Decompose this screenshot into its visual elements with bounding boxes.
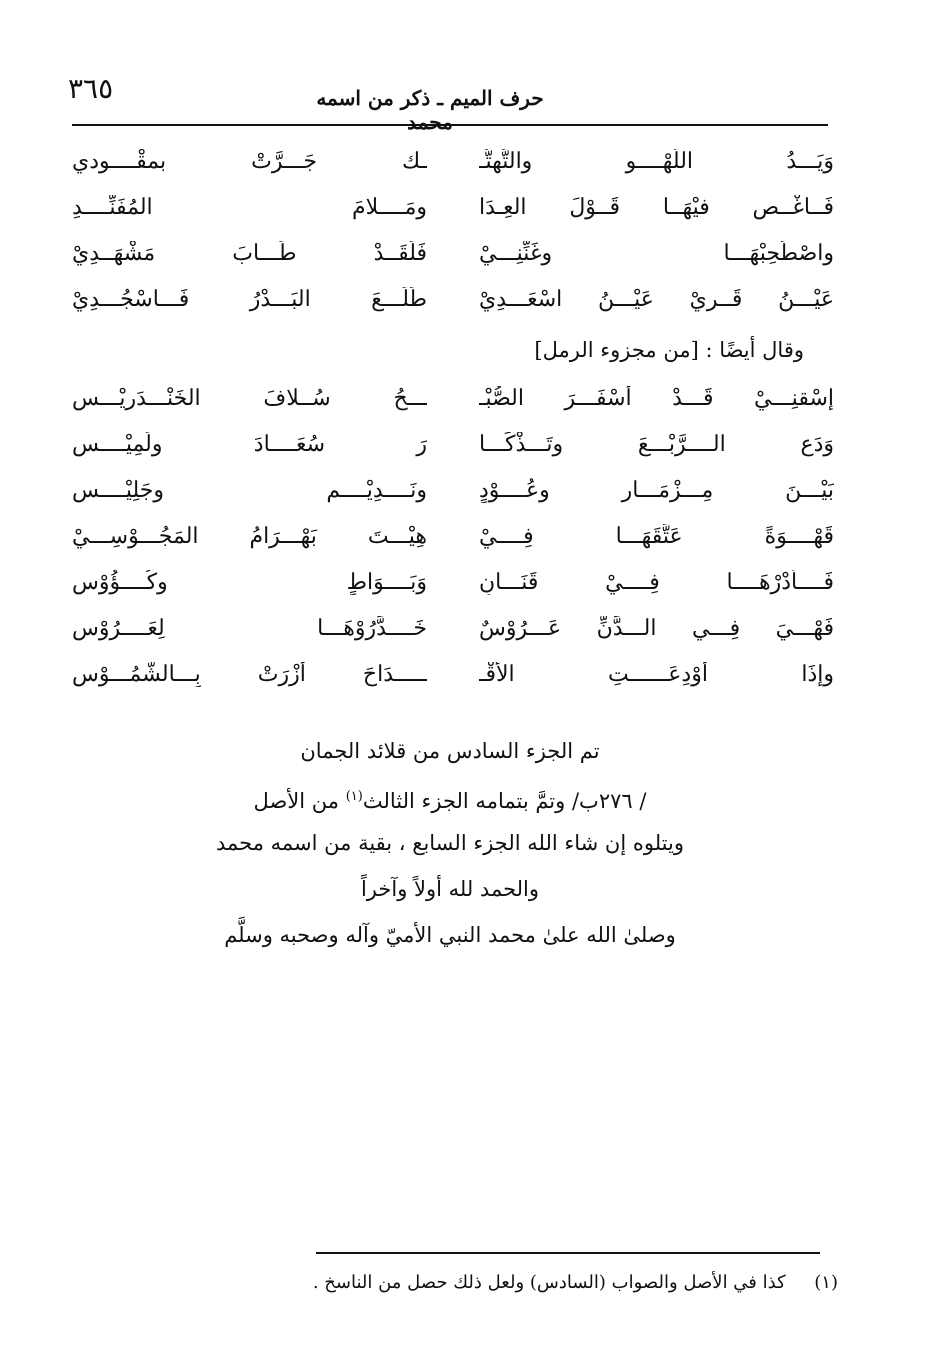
colophon-line: والحمد لله أولاً وآخراً xyxy=(360,877,540,901)
hemistich-left: ـــــدَاحَ أزْرَتْ بِـــالشُّمُـــوْس xyxy=(72,661,427,687)
verse-row xyxy=(72,605,834,651)
hemistich-left: فَلَقَــدْ طَـــابَ مَشْهَــدِيْ xyxy=(72,240,427,266)
hemistich-right: وَدَعِ الــــرَّبْـــعَ وتَـــذْكَـــا xyxy=(479,431,834,457)
verse-row xyxy=(72,375,834,421)
hemistich-right: واصْطَحِبْهَـــا وغَنِّنِـــيْ xyxy=(479,240,834,266)
verse-row xyxy=(72,230,834,276)
footnote-rule xyxy=(316,1252,820,1254)
hemistich-right: إسْقنِـــيْ قَـــدْ أسْفَـــرَ الصُّبْـ xyxy=(479,385,834,411)
footnote-reference: (١) xyxy=(345,789,363,804)
hemistich-left: ـــحُ سُــلافَ الخَنْـــدَرِيْـــس xyxy=(72,385,427,411)
verse-row xyxy=(72,421,834,467)
colophon-text: من الأصل xyxy=(253,789,340,813)
footnote-marker: (١) xyxy=(814,1272,838,1293)
colophon xyxy=(150,728,750,958)
footnote xyxy=(150,1272,838,1293)
verse-row xyxy=(72,467,834,513)
verse-row xyxy=(72,184,834,230)
colophon-line xyxy=(150,774,750,820)
hemistich-left: وَبَــــوَاطٍ وكُــــؤُوْس xyxy=(72,569,427,595)
colophon-text: / ٢٧٦ب/ وتمَّ بتمامه الجزء الثالث xyxy=(362,789,647,813)
poem-block-1 xyxy=(72,138,834,322)
hemistich-right: فَــــأدْرْهَــــا فِــــيْ قَنَـــانٍ xyxy=(479,569,834,595)
verse-row xyxy=(72,138,834,184)
verse-row xyxy=(72,559,834,605)
hemistich-right: وإذَا أوْدِعَــــــتِ الأقْـ xyxy=(479,661,834,687)
hemistich-left: رَ سُعَــــادَ ولَمِيْــــس xyxy=(72,431,427,457)
footnote-text: كذا في الأصل والصواب (السادس) ولعل ذلك حصل من الناسخ . xyxy=(312,1272,786,1293)
verse-row xyxy=(72,513,834,559)
hemistich-left: طَلَـــعَ البَـــدْرُ فَـــاسْجُـــدِيْ xyxy=(72,286,427,312)
colophon-line: تم الجزء السادس من قلائد الجمان xyxy=(300,739,600,763)
hemistich-left: هِيْـــتَ بَهْـــرَامُ المَجُـــوْسِـــيْ xyxy=(72,523,427,549)
header-rule xyxy=(72,124,828,126)
poem-block-2 xyxy=(72,375,834,697)
hemistich-right: بَيْـــنَ مِـــزْمَـــارٍ وعُــــوْدٍ xyxy=(479,477,834,503)
hemistich-right: قَهْــــوَةً عَتَّقَهَـــا فِــــيْ xyxy=(479,523,834,549)
page-number: ٣٦٥ xyxy=(68,72,114,105)
verse-row xyxy=(72,651,834,697)
verse-row xyxy=(72,276,834,322)
hemistich-left: ونَــــدِيْــــمٍ وجَلِيْــــس xyxy=(72,477,427,503)
poem-intro: وقال أيضًا : [من مجزوء الرمل] xyxy=(534,338,804,362)
hemistich-right: فَــاغْــص فيْهَــا قَــوْلَ العِـدَا xyxy=(479,194,834,220)
hemistich-right: فَهْـــيَ فِـــي الـــدَّنِّ عَـــرُوْسٌ xyxy=(479,615,834,641)
hemistich-left: خَــــدَّرُوْهَـــا لِعَــــرُوْس xyxy=(72,615,427,641)
colophon-line: ويتلوه إن شاء الله الجزء السابع ، بقية من اسمه محمد xyxy=(216,831,684,855)
running-head: حرف الميم ـ ذكر من اسمه محمد xyxy=(316,86,544,134)
hemistich-left: ـك جَـــرَّتْ بمقْــــودي xyxy=(72,148,427,174)
colophon-line: وصلىٰ الله علىٰ محمد النبي الأميّ وآله وصحبه وسلَّم xyxy=(224,923,676,947)
hemistich-right: عَيْـــنُ قَــرِيْ عَيْـــنُ اسْعَـــدِيْ xyxy=(479,286,834,312)
hemistich-left: ومَــــلامَ المُفَنِّــــدِ xyxy=(72,194,427,220)
hemistich-right: وَيَـــدُ اللَّهْــــو والتَّهتُّـ xyxy=(479,148,834,174)
